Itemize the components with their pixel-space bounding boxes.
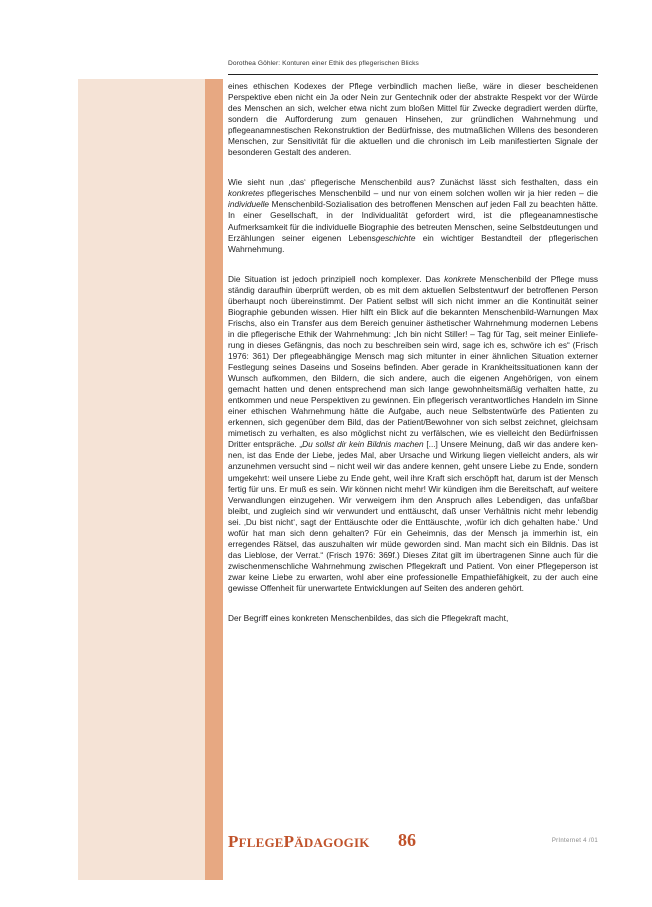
- paragraph-3-text-b: Menschenbild der Pflege muss ständig daraufhin überprüft werden, ob es mit dem aktuellen Selbstentwurf der betroffenen Person überhaupt noch übereinstimmt. Der Patient selbst will sich nicht immer an die Kontinuität seiner Biographie gebunden wissen. Hier hilft ein Blick auf die bekannten Menschenbild-Warnungen Max Frischs, also ein Transfer aus dem Bereich genuiner ästhetischer Wahrnehmung modernen Lebens in die pflegerische Ethik der Wahrnehmung: „Ich bin nicht Stiller! – Tag für Tag, seit meiner Einlieferung in dieses Gefängnis, das noch zu beschreiben sein wird, sage ich es, schwöre ich es“ (Frisch 1976: 361) Der pflegeabhängige Mensch mag sich mitunter in einer ähnlichen Situation externer Festlegung seines Daseins und Soseins befinden. Aber gerade in Krankheitssituationen kann der Wunsch aufkommen, den Bildern, die sich andere, auch die eigenen Angehörigen, von einem gemacht hatten und denen entsprechend man sich lange gewohnheitsmäßig verhalten hatte, zu entkommen und neue Perspektiven zu gewinnen. Ein pflegerisch verantwortliches Handeln im Sinne einer ethischen Wahrnehmung hätte die Aufgabe, auch neue Selbstentwürfe des Patienten zu erkennen, sich gegenüber dem Bild, das der Patient/Bewohner von sich selbst zeichnet, gleichsam mimetisch zu verhalten, es also möglichst nicht zu verfälschen, wie es vielleicht den Bedürfnissen Dritter entspräche. „: [228, 273, 598, 450]
- journal-title-part-1: FLEGE: [238, 835, 284, 850]
- side-margin-bar: [78, 79, 223, 880]
- paragraph-2-emphasis-1: konkretes: [228, 188, 264, 199]
- footer: [228, 832, 598, 854]
- header-rule: [228, 74, 598, 75]
- paragraph-3-text-a: Die Situation ist jedoch prinzipiell noch komplexer. Das: [228, 273, 445, 284]
- paragraph-4: [228, 613, 598, 624]
- paragraph-2-text-a: Wie sieht nun ‚das‘ pflegerische Menschenbild aus? Zunächst lässt sich festhalten, dass ein: [228, 177, 598, 188]
- journal-title-cap-2: P: [283, 832, 295, 851]
- paragraph-3-emphasis-1: konkrete: [444, 273, 476, 284]
- paragraph-2-text-b: pflegerisches Menschenbild – und nur von einem solchen wollen wir ja hier reden – die: [263, 188, 598, 199]
- paragraph-1: [228, 81, 598, 158]
- paragraph-2-text-c: Menschenbild-Sozialisation des betroffenen Menschen auf jeden Fall zu beachten hätte. In einer Gesellschaft, in der Individualität gefordert wird, ist die pflegeanamnestische Aufmerksamkeit für die individuelle Biographie des betreuten Menschen, seine Selbstdeutungen und Erzählungen seiner eigenen Lebens: [228, 199, 598, 243]
- paragraph-2-emphasis-3: geschichte: [375, 232, 416, 243]
- paragraph-4-text: Der Begriff eines konkreten Menschenbildes, das sich die Pflegekraft macht,: [228, 613, 509, 624]
- issue-label: PrInternet 4 /01: [551, 838, 598, 844]
- page-number: 86: [398, 830, 416, 850]
- running-header: Dorothea Göhler: Konturen einer Ethik des pflegerischen Blicks: [228, 60, 419, 67]
- paragraph-2-emphasis-2: individuelle: [228, 199, 270, 210]
- journal-title-part-2: ÄDAGOGIK: [294, 835, 370, 850]
- body-text: [228, 81, 598, 624]
- journal-title: [228, 832, 370, 852]
- side-margin-bar-edge: [205, 79, 223, 880]
- journal-title-cap-1: P: [228, 832, 239, 851]
- paragraph-3: [228, 274, 598, 594]
- paragraph-2-text-d: ein wichtiger Bestandteil der pflegerischen Wahrnehmung.: [228, 232, 599, 254]
- paragraph-3-emphasis-2: Du sollst dir kein Bildnis machen: [302, 439, 424, 450]
- paragraph-3-text-c: [...] Unsere Meinung, daß wir das andere kennen, ist das Ende der Liebe, jedes Mal, aber Ursache und Wirkung liegen vielleicht anders, als wir anzunehmen versucht sind – nicht weil wir das andere kennen, geht unsere Liebe zu Ende, sondern umgekehrt: weil unsere Liebe zu Ende geht, weil ihre Kraft sich erschöpft hat, darum ist der Mensch fertig für uns. Er muß es sein. Wir können nicht mehr! Wir kündigen ihm die Bereitschaft, auf weitere Verwandlungen einzugehen. Wir verweigern ihm den Anspruch alles Lebendigen, das unfaßbar bleibt, und zugleich sind wir verwundert und enttäuscht, daß unser Verhältnis nicht mehr lebendig sei. ‚Du bist nicht‘, sagt der Enttäuschte oder die Enttäuschte, ‚wofür ich dich gehalten habe.‘ Und wofür hat man sich denn gehalten? Für ein Geheimnis, das der Mensch ja immerhin ist, ein erregendes Rätsel, das auszuhalten wir müde geworden sind. Man macht sich ein Bildnis. Das ist das Lieblose, der Verrat.“ (Frisch 1976: 369f.) Dieses Zitat gilt im übertragenen Sinne auch für die zwischenmenschliche Wahrnehmung zwischen Pflegekraft und Patient. Von einer Pflegeperson ist zwar keine Liebe zu erwarten, wohl aber eine professionelle Empathiefähigkeit, zu der auch eine gewisse Offenheit für unerwartete Entwicklungen auf Seiten des anderen gehört.: [228, 439, 598, 593]
- paragraph-1-text: eines ethischen Kodexes der Pflege verbindlich machen ließe, wäre in dieser bescheidenen Perspektive eben nicht ein Ja oder Nein zur Gentechnik oder der abstrakte Respekt vor der Würde des Menschen an sich, welcher etwa nicht zum bloßen Mittel für Zwecke degradiert werden dürfte, sondern die Aufforderung zum genauen Hinsehen, zur gründlichen Wahrnehmung und pflegeanamnestischen Rekonstruktion der Bedürfnisse, des mutmaßlichen Willens des besonderen Menschen, zur Sensitivität für die aktuellen und die chronisch im Leib manifestierten Signale der besonderen Gestalt des anderen.: [228, 81, 598, 158]
- paragraph-2: [228, 177, 598, 254]
